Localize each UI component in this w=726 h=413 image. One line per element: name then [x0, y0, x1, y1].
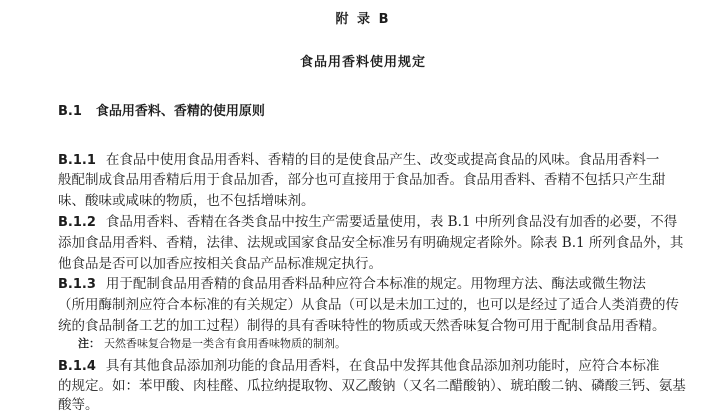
clause-number: B.1.2	[58, 215, 96, 230]
clause-b11-line-2: 般配制成食品用香精后用于食品加香，部分也可直接用于食品加香。食品用香料、香精不包括只产生甜	[58, 172, 666, 188]
clause-b11-line-3: 味、酸味或咸味的物质，也不包括增味剂。	[58, 193, 315, 209]
clause-b12-line-1	[58, 210, 677, 230]
clause-text: 在食品中使用食品用香料、香精的目的是使食品产生、改变或提高食品的风味。食品用香料一	[105, 152, 660, 168]
clause-b13-line-2: （所用酶制剂应符合本标准的有关规定）从食品（可以是未加工过的，也可以是经过了适合人类消费的传	[58, 297, 679, 313]
appendix-subtitle: 食品用香料使用规定	[299, 55, 426, 70]
clause-b11-line-1	[58, 148, 659, 168]
clause-b13-line-3: 统的食品制备工艺的加工过程）制得的具有香味特性的物质或天然香味复合物可用于配制食品用香精。	[58, 318, 666, 334]
clause-b14-line-2: 的规定。如：苯甲酸、肉桂醛、瓜拉纳提取物、双乙酸钠（又名二醋酸钠）、琥珀酸二钠、磷酸三钙、氨基	[58, 378, 686, 394]
clause-b12-line-2: 添加食品用香料、香精，法律、法规或国家食品安全标准另有明确规定者除外。除表 B.1 所列食品外，其	[58, 235, 684, 251]
clause-number: B.1.4	[58, 359, 96, 374]
clause-b13-line-1	[58, 272, 646, 292]
note	[78, 335, 346, 351]
clause-number: B.1.3	[58, 277, 96, 292]
section-heading	[58, 100, 265, 119]
clause-b14-line-3: 酸等。	[58, 397, 99, 413]
note-label: 注：	[78, 337, 100, 350]
clause-text: 具有其他食品添加剂功能的食品用香料，在食品中发挥其他食品添加剂功能时，应符合本标准	[105, 358, 660, 374]
clause-text: 用于配制食品用香精的食品用香料品种应符合本标准的规定。用物理方法、酶法或微生物法	[105, 276, 646, 292]
clause-number: B.1.1	[58, 153, 96, 168]
section-number: B.1	[58, 104, 82, 119]
clause-b12-line-3: 他食品是否可以加香应按相关食品产品标准规定执行。	[58, 256, 382, 272]
note-text: 天然香味复合物是一类含有食用香味物质的制剂。	[104, 337, 346, 350]
clause-text: 食品用香料、香精在各类食品中按生产需要适量使用，表 B.1 中所列食品没有加香的必要，不得	[105, 214, 678, 230]
clause-b14-line-1	[58, 354, 659, 374]
appendix-title: 附 录 B	[335, 12, 391, 27]
section-title: 食品用香料、香精的使用原则	[95, 104, 265, 119]
